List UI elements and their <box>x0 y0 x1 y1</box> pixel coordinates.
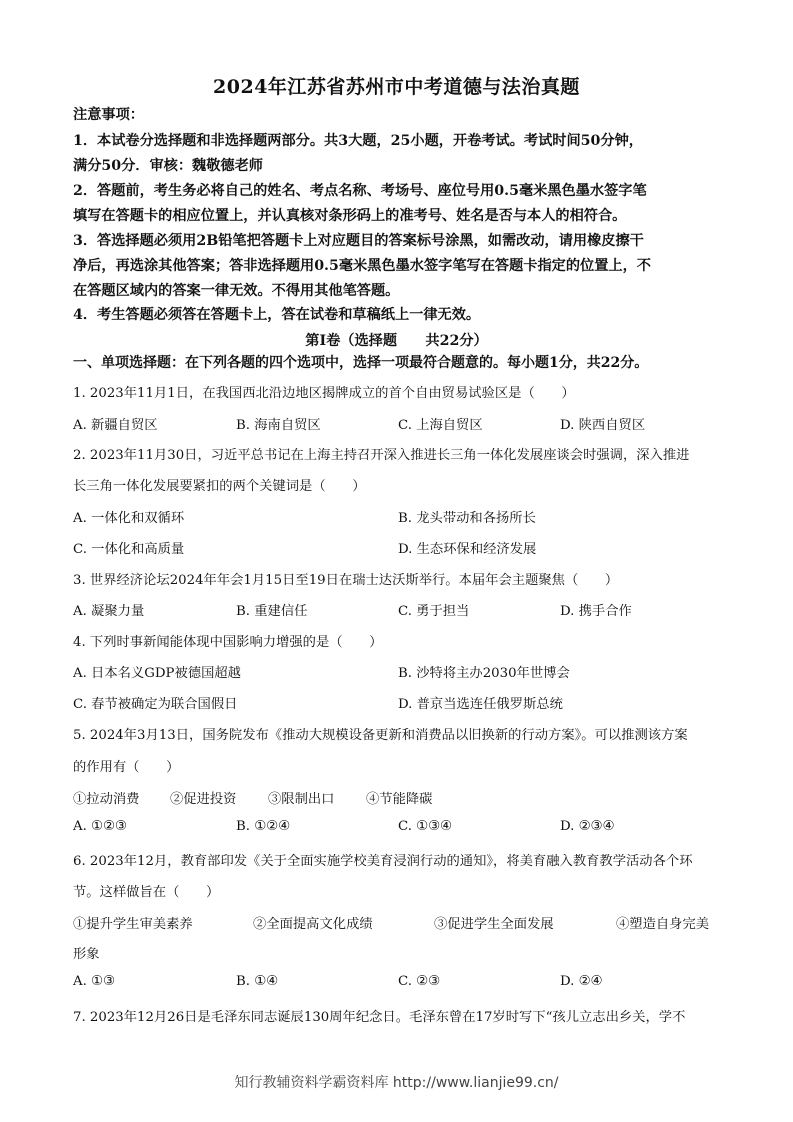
q6-option-d: D. ②④ <box>560 974 603 989</box>
question-7-stem: 7. 2023年12月26日是毛泽东同志诞辰130周年纪念日。毛泽东曾在17岁时写下“孩儿立志出乡关，学不 <box>73 1010 686 1025</box>
question-6-stem: 节。这样做旨在（ ） <box>73 885 220 900</box>
q3-option-a: A. 凝聚力量 <box>73 604 145 619</box>
q1-option-b: B. 海南自贸区 <box>236 418 321 433</box>
notice-line: 2．答题前，考生务必将自己的姓名、考点名称、考场号、座位号用0.5毫米黑色墨水签字笔 <box>73 183 647 199</box>
q4-option-d: D. 普京当选连任俄罗斯总统 <box>398 697 563 712</box>
notice-line: 4．考生答题必须答在答题卡上，答在试卷和草稿纸上一律无效。 <box>73 307 481 323</box>
q6-option-c: C. ②③ <box>398 974 440 989</box>
notice-heading: 注意事项： <box>73 107 144 123</box>
q2-option-d: D. 生态环保和经济发展 <box>398 542 537 557</box>
volume-heading: 第I卷（选择题 共22分） <box>305 333 488 349</box>
q5-item: ③限制出口 <box>268 792 335 807</box>
notice-line: 填写在答题卡的相应位置上，并认真核对条形码上的准考号、姓名是否与本人的相符合。 <box>73 208 627 224</box>
notice-line: 在答题区域内的答案一律无效。不得用其他笔答题。 <box>73 283 400 299</box>
q6-option-b: B. ①④ <box>236 974 279 989</box>
question-4-stem: 4. 下列时事新闻能体现中国影响力增强的是（ ） <box>73 635 383 650</box>
question-5-stem: 5. 2024年3月13日，国务院发布《推动大规模设备更新和消费品以旧换新的行动方案》。可以推测该方案 <box>73 728 688 743</box>
q6-item-continued: 形象 <box>73 947 100 962</box>
q5-option-d: D. ②③④ <box>560 819 615 834</box>
q2-option-b: B. 龙头带动和各扬所长 <box>398 511 536 526</box>
q6-option-a: A. ①③ <box>73 974 115 989</box>
question-1-stem: 1. 2023年11月1日，在我国西北沿边地区揭牌成立的首个自由贸易试验区是（ ） <box>73 386 575 401</box>
q3-option-d: D. 携手合作 <box>560 604 632 619</box>
q1-option-a: A. 新疆自贸区 <box>73 418 158 433</box>
question-2-stem: 长三角一体化发展要紧扣的两个关键词是（ ） <box>73 479 366 494</box>
notice-line: 满分50分．审核：魏敬德老师 <box>73 158 263 174</box>
q6-item: ③促进学生全面发展 <box>434 917 554 932</box>
question-5-stem: 的作用有（ ） <box>73 760 180 775</box>
page-title: 2024年江苏省苏州市中考道德与法治真题 <box>213 76 580 98</box>
q2-option-c: C. 一体化和高质量 <box>73 542 185 557</box>
q4-option-c: C. 春节被确定为联合国假日 <box>73 697 238 712</box>
q2-option-a: A. 一体化和双循环 <box>73 511 185 526</box>
q4-option-a: A. 日本名义GDP被德国超越 <box>73 666 241 681</box>
q4-option-b: B. 沙特将主办2030年世博会 <box>398 666 570 681</box>
q6-item: ④塑造自身完美 <box>616 917 710 932</box>
q1-option-d: D. 陕西自贸区 <box>560 418 646 433</box>
q5-item: ④节能降碳 <box>366 792 433 807</box>
question-2-stem: 2. 2023年11月30日，习近平总书记在上海主持召开深入推进长三角一体化发展座谈会时强调，深入推进 <box>73 448 690 463</box>
q1-option-c: C. 上海自贸区 <box>398 418 483 433</box>
q5-item: ②促进投资 <box>170 792 237 807</box>
q5-option-a: A. ①②③ <box>73 819 127 834</box>
q5-option-b: B. ①②④ <box>236 819 290 834</box>
q3-option-c: C. 勇于担当 <box>398 604 470 619</box>
footer-watermark: 知行教辅资料学霸资料库 http://www.lianjie99.cn/ <box>234 1075 559 1091</box>
q6-item: ②全面提高文化成绩 <box>253 917 373 932</box>
section-heading: 一、单项选择题：在下列各题的四个选项中，选择一项最符合题意的。每小题1分，共22分。 <box>73 355 649 371</box>
question-6-stem: 6. 2023年12月，教育部印发《关于全面实施学校美育浸润行动的通知》，将美育融入教育教学活动各个环 <box>73 854 693 869</box>
notice-line: 净后，再选涂其他答案；答非选择题用0.5毫米黑色墨水签字笔写在答题卡指定的位置上，不 <box>73 258 651 274</box>
notice-line: 1．本试卷分选择题和非选择题两部分。共3大题，25小题，开卷考试。考试时间50分钟， <box>73 133 643 149</box>
q5-item: ①拉动消费 <box>73 792 140 807</box>
q5-option-c: C. ①③④ <box>398 819 452 834</box>
q3-option-b: B. 重建信任 <box>236 604 308 619</box>
question-3-stem: 3. 世界经济论坛2024年年会1月15日至19日在瑞士达沃斯举行。本届年会主题聚焦（ ） <box>73 573 619 588</box>
q6-item: ①提升学生审美素养 <box>73 917 193 932</box>
notice-line: 3．答选择题必须用2B铅笔把答题卡上对应题目的答案标号涂黑，如需改动，请用橡皮擦干 <box>73 233 644 249</box>
